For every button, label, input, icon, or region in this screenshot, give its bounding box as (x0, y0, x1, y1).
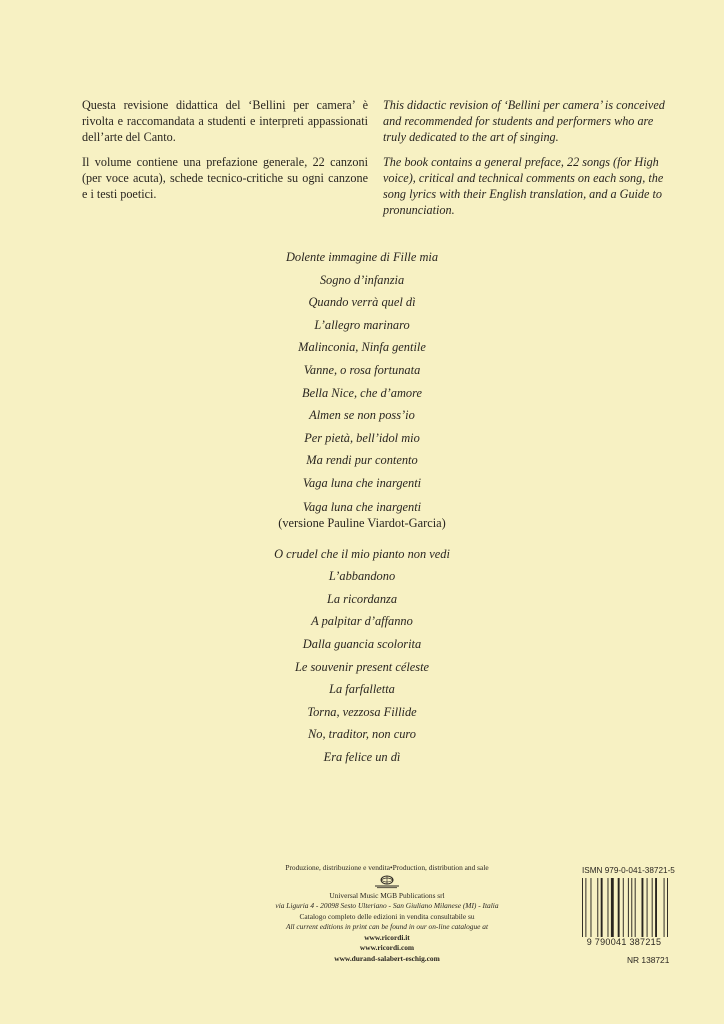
barcode-digits: 9 790041 387215 (574, 937, 674, 947)
song-title: Dalla guancia scolorita (302, 636, 422, 651)
song-title: Dolente immagine di Fille mia (285, 250, 439, 264)
barcode-bar (608, 878, 609, 938)
intro-english-paragraph: The book contains a general preface, 22 songs (for High voice), critical and technical comments on each song, the song lyrics with their English translation, and a Guide to pronunciation. (383, 155, 664, 217)
song-list (212, 246, 512, 768)
barcode-bar (597, 878, 598, 938)
song-title: Era felice un dì (323, 749, 401, 764)
song-title: Le souvenir present céleste (294, 659, 430, 674)
intro-italian-paragraph: Questa revisione didattica del ‘Bellini per camera’ è rivolta e raccomandata a studenti e interpreti appassionati dell’arte del Canto. (82, 98, 368, 144)
barcode-bar (618, 878, 620, 938)
publisher-footer (262, 863, 512, 964)
song-title: No, traditor, non curo (308, 727, 416, 742)
barcode-bar (582, 878, 583, 944)
song-title: Vaga luna che inargenti (versione Pauline Viardot-Garcia) (212, 495, 512, 531)
intro-italian (82, 97, 368, 211)
song-title: Bella Nice, che d’amore (302, 385, 422, 400)
barcode-bar (601, 878, 603, 938)
barcode-bar (611, 878, 614, 938)
song-title: Vaga luna che inargenti (302, 475, 422, 490)
website-link[interactable]: www.ricordi.it (364, 932, 410, 942)
barcode-bar (642, 878, 644, 944)
song-title: A palpitar d’affanno (311, 614, 413, 629)
barcode-bar (652, 878, 653, 938)
barcode-bar (635, 878, 636, 938)
song-title: Sogno d’infanzia (319, 272, 405, 287)
song-title: Malinconia, Ninfa gentile (298, 340, 426, 355)
ismn-code: ISMN 979-0-041-38721-5 (582, 866, 675, 875)
barcode-bar (585, 878, 586, 944)
song-title: La ricordanza (326, 591, 398, 606)
intro-italian-paragraph: Il volume contiene una prefazione generale, 22 canzoni (per voce acuta), schede tecnico-critiche su ogni canzone e i testi poetici. (82, 155, 368, 201)
publisher-address: via Liguria 4 - 20098 Sesto Ulteriano - San Giuliano Milanese (MI) - Italia (275, 901, 499, 910)
universal-music-logo (372, 875, 402, 889)
song-title: Almen se non poss’io (309, 408, 415, 423)
song-title: Torna, vezzosa Fillide (307, 704, 417, 719)
song-title: Vanne, o rosa fortunata (303, 362, 421, 377)
song-title: La farfalletta (329, 682, 395, 697)
intro-english (383, 97, 675, 227)
publisher-name: Universal Music MGB Publications srl (329, 890, 445, 900)
catalogue-italian: Catalogo completo delle edizioni in vendita consultabile su (299, 911, 475, 921)
song-title: Quando verrà quel dì (308, 295, 416, 310)
catalog-number: NR 138721 (627, 955, 670, 965)
barcode-bar (667, 878, 668, 938)
intro-english-paragraph: This didactic revision of ‘Bellini per camera’ is conceived and recommended for students and performers who are truly dedicated to the art of singing. (383, 98, 665, 144)
website-link[interactable]: www.ricordi.com (359, 943, 415, 952)
production-line: Produzione, distribuzione e vendita•Production, distribution and sale (285, 863, 489, 872)
song-version-note: (versione Pauline Viardot-Garcia) (278, 515, 446, 530)
barcode-bar (664, 878, 665, 938)
barcode-bar (623, 878, 624, 938)
song-title: O crudel che il mio pianto non vedi (274, 546, 450, 561)
website-link[interactable]: www.durand-salabert-eschig.com (334, 953, 440, 963)
song-title: Ma rendi pur contento (306, 453, 418, 468)
barcode-bar (655, 878, 657, 938)
barcode-bar (647, 878, 648, 944)
song-title: L’allegro marinaro (314, 317, 410, 332)
song-title: L’abbandono (328, 569, 396, 584)
song-title: Per pietà, bell’idol mio (304, 430, 420, 445)
barcode-bar (631, 878, 632, 938)
barcode (580, 878, 670, 944)
catalogue-english: All current editions in print can be found in our on-line catalogue at (285, 922, 489, 931)
barcode-bar (591, 878, 592, 938)
barcode-bar (628, 878, 629, 938)
